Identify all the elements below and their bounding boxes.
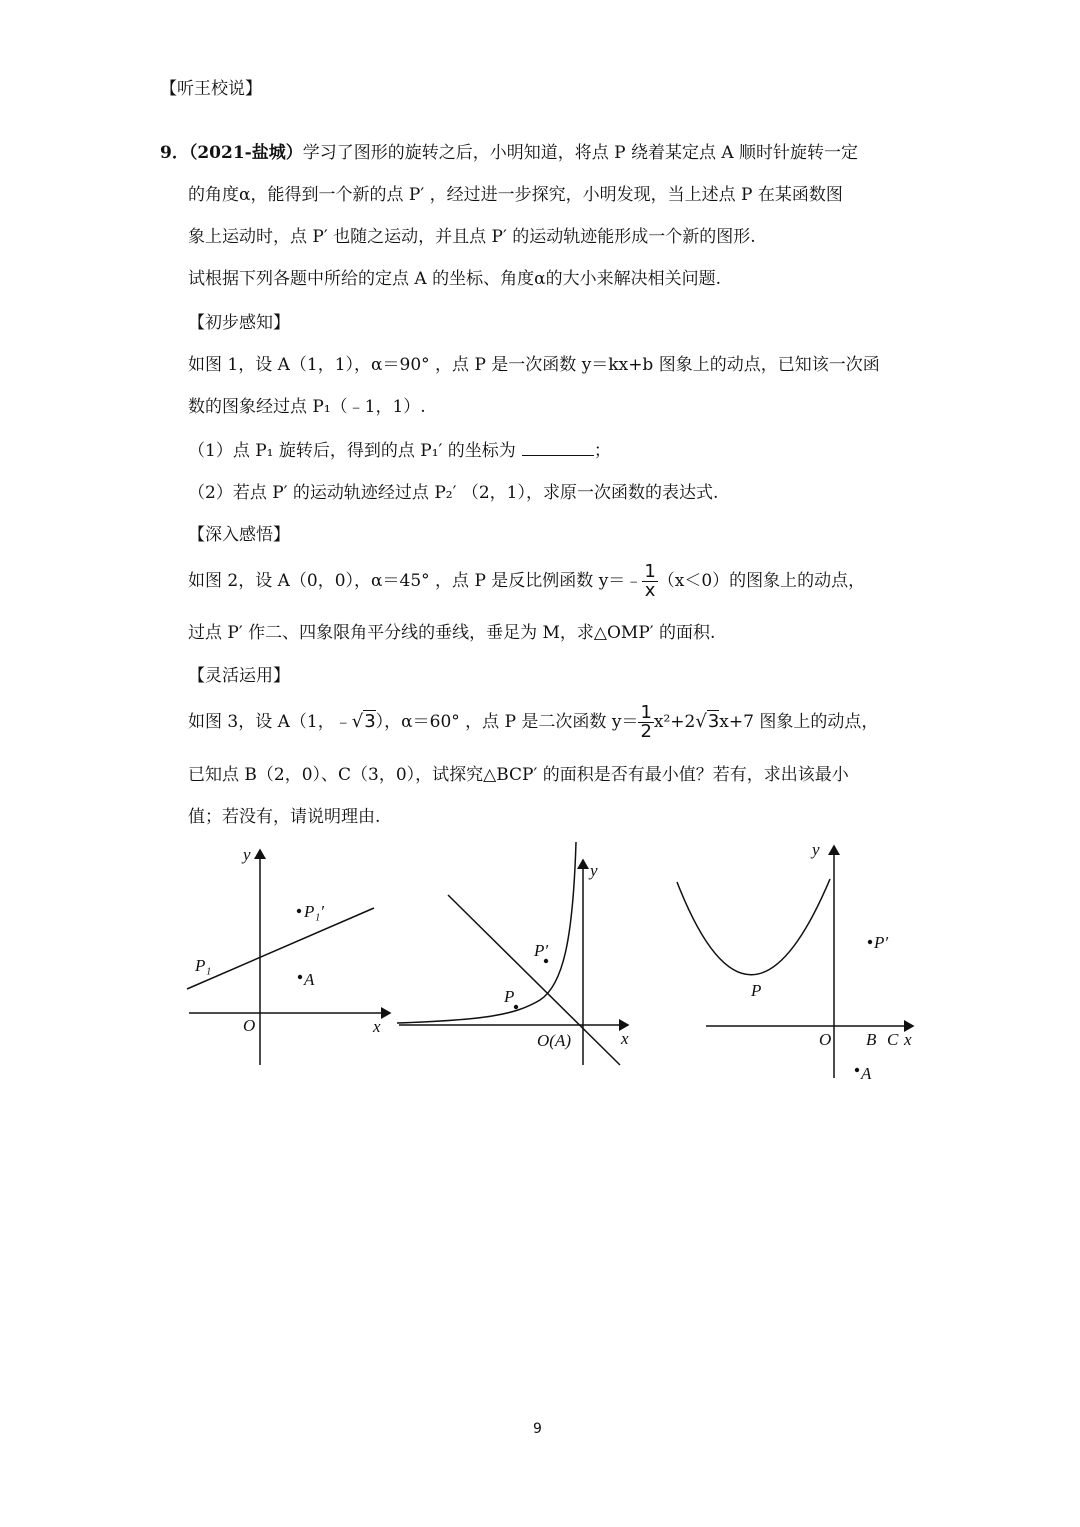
- part2-heading: 【深入感悟】: [188, 525, 290, 545]
- point-a: [298, 975, 302, 979]
- page-number: 9: [533, 1421, 542, 1437]
- a-label: A: [304, 970, 315, 989]
- bisector-line: [448, 895, 620, 1065]
- problem-intro-2: 的角度α，能得到一个新的点 P′ ，经过进一步探究，小明发现，当上述点 P 在某函数图: [188, 185, 843, 205]
- part2-line-2: 过点 P′ 作二、四象限角平分线的垂线，垂足为 M，求△OMP′ 的面积.: [188, 623, 716, 643]
- part3-line-3: 值；若没有，请说明理由.: [188, 807, 381, 827]
- p-label: P: [504, 987, 515, 1006]
- x-label: x: [621, 1029, 629, 1048]
- figure-1-linear: [185, 840, 400, 1070]
- b-label: B: [866, 1030, 877, 1049]
- part2-line-1a: 如图 2，设 A（0，0），α＝45° ，点 P 是反比例函数 y＝﹣: [188, 571, 643, 591]
- fraction-1-over-2: [638, 704, 653, 741]
- p-prime-label: P′: [874, 933, 889, 952]
- part1-line-2: 数的图象经过点 P₁（﹣1，1）.: [188, 397, 426, 417]
- y-label: y: [812, 840, 820, 859]
- p1-prime-label: P₁′: [304, 902, 325, 921]
- part1-heading: 【初步感知】: [188, 313, 290, 333]
- sqrt-symbol: √: [695, 711, 707, 732]
- part1-q1-end: ；: [593, 441, 611, 461]
- problem-source: （2021-盐城）: [188, 143, 303, 163]
- origin-label: O: [819, 1030, 832, 1049]
- p1-label: P₁: [195, 956, 212, 975]
- a-label: A: [861, 1064, 872, 1083]
- p-prime-label: P′: [534, 941, 549, 960]
- sqrt-radicand-1: 3: [364, 711, 376, 732]
- problem-number: 9．: [160, 143, 189, 163]
- origin-label: O: [243, 1016, 256, 1035]
- part3-line-1d: x+7 图象上的动点，: [719, 712, 879, 732]
- part1-q1-text: （1）点 P₁ 旋转后，得到的点 P₁′ 的坐标为: [188, 441, 516, 461]
- part3-line-1: [188, 704, 878, 741]
- fraction-numerator: 1: [644, 561, 656, 582]
- fraction-numerator: 1: [640, 702, 652, 723]
- x-label: x: [904, 1030, 912, 1049]
- part3-heading: 【灵活运用】: [188, 666, 290, 686]
- point-p: [514, 1005, 518, 1009]
- part3-line-1b: ），α＝60° ，点 P 是二次函数 y＝: [375, 712, 639, 732]
- x-label: x: [373, 1017, 381, 1036]
- problem-intro-1: 学习了图形的旋转之后，小明知道，将点 P 绕着某定点 A 顺时针旋转一定: [302, 143, 859, 163]
- figure-3-quadratic: [670, 836, 920, 1086]
- part1-question-1: [188, 440, 611, 462]
- fraction-1-over-x: [642, 563, 657, 600]
- part3-line-2: 已知点 B（2，0）、C（3，0），试探究△BCP′ 的面积是否有最小值？若有，求出该最小: [188, 765, 849, 785]
- sqrt-radicand-2: 3: [707, 711, 720, 732]
- fraction-denominator: x: [644, 580, 656, 601]
- problem-intro-3: 象上运动时，点 P′ 也随之运动，并且点 P′ 的运动轨迹能形成一个新的图形.: [188, 227, 756, 247]
- problem-intro-4: 试根据下列各题中所给的定点 A 的坐标、角度α的大小来解决相关问题.: [188, 269, 721, 289]
- point-a: [855, 1068, 859, 1072]
- c-label: C: [887, 1030, 899, 1049]
- part3-line-1a: 如图 3，设 A（1，﹣: [188, 712, 352, 732]
- problem-line-1: [160, 142, 858, 164]
- origin-label: O(A): [537, 1031, 571, 1050]
- point-p1-prime: [297, 909, 301, 913]
- fraction-denominator: 2: [640, 721, 652, 742]
- part3-line-1c: x²+2: [653, 712, 696, 732]
- y-label: y: [590, 861, 598, 880]
- sqrt-symbol: √: [351, 711, 364, 732]
- part2-line-1b: （x＜0）的图象上的动点，: [657, 571, 866, 591]
- linear-function-line: [187, 908, 374, 989]
- answer-blank: [522, 441, 594, 456]
- part2-line-1: [188, 563, 865, 600]
- p-label: P: [751, 981, 762, 1000]
- y-label: y: [243, 845, 251, 864]
- parabola-curve: [677, 879, 830, 975]
- figure-2-inverse: [395, 840, 640, 1070]
- point-p-prime: [868, 940, 872, 944]
- source-tag: 【听王校说】: [160, 79, 262, 99]
- part1-question-2: （2）若点 P′ 的运动轨迹经过点 P₂′ （2，1），求原一次函数的表达式.: [188, 483, 719, 503]
- part1-line-1: 如图 1，设 A（1，1），α＝90° ，点 P 是一次函数 y＝kx+b 图象上的动点，已知该一次函: [188, 355, 880, 375]
